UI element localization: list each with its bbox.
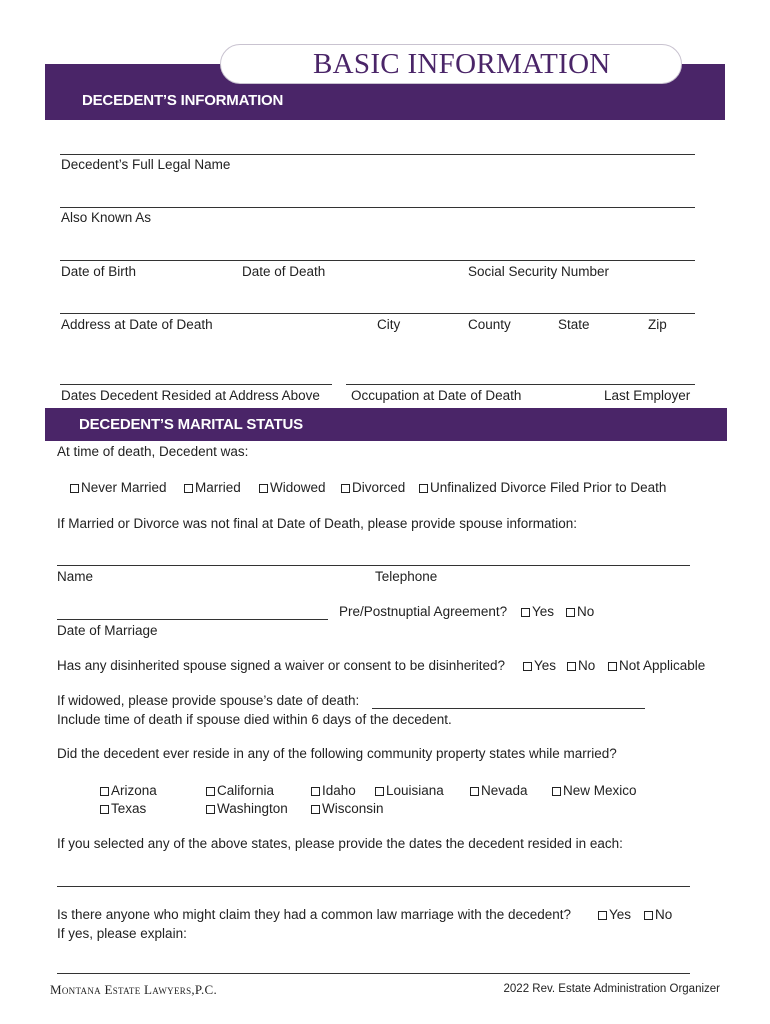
date-of-marriage-label: Date of Marriage <box>57 623 158 638</box>
employer-label: Last Employer <box>604 388 691 403</box>
state-wisconsin[interactable]: Wisconsin <box>311 801 384 816</box>
checkbox-icon[interactable] <box>598 911 607 920</box>
checkbox-icon[interactable] <box>523 662 532 671</box>
occupation-label: Occupation at Date of Death <box>351 388 522 403</box>
checkbox-icon[interactable] <box>608 662 617 671</box>
dob-label: Date of Birth <box>61 264 137 279</box>
dob-line[interactable] <box>60 260 695 261</box>
page-title: BASIC INFORMATION <box>313 48 611 80</box>
section-title-decedent: DECEDENT’S INFORMATION <box>82 92 284 109</box>
full-name-line[interactable] <box>60 154 695 155</box>
at-time-label: At time of death, Decedent was: <box>57 444 249 459</box>
checkbox-icon[interactable] <box>184 484 193 493</box>
aka-label: Also Known As <box>61 210 152 225</box>
checkbox-icon[interactable] <box>206 787 215 796</box>
explain-label: If yes, please explain: <box>57 926 187 941</box>
include-time-label: Include time of death if spouse died within 6 days of the decedent. <box>57 712 452 727</box>
waiver-yes[interactable]: Yes <box>523 658 556 673</box>
checkbox-icon[interactable] <box>259 484 268 493</box>
checkbox-icon[interactable] <box>311 805 320 814</box>
option-divorced[interactable]: Divorced <box>341 480 405 495</box>
state-california[interactable]: California <box>206 783 274 798</box>
checkbox-icon[interactable] <box>341 484 350 493</box>
checkbox-icon[interactable] <box>375 787 384 796</box>
checkbox-icon[interactable] <box>567 662 576 671</box>
state-arizona[interactable]: Arizona <box>100 783 157 798</box>
ssn-label: Social Security Number <box>468 264 610 279</box>
checkbox-icon[interactable] <box>206 805 215 814</box>
footer-firm-name: Montana Estate Lawyers,P.C. <box>50 982 218 997</box>
spouse-death-date-line[interactable] <box>372 708 645 709</box>
common-law-label: Is there anyone who might claim they had a common law marriage with the decedent? <box>57 907 572 922</box>
county-label: County <box>468 317 511 332</box>
prenup-no[interactable]: No <box>566 604 594 619</box>
city-label: City <box>377 317 401 332</box>
checkbox-icon[interactable] <box>566 608 575 617</box>
explain-line[interactable] <box>57 973 690 974</box>
spouse-prompt: If Married or Divorce was not final at Date of Death, please provide spouse information: <box>57 516 578 531</box>
checkbox-icon[interactable] <box>470 787 479 796</box>
checkbox-icon[interactable] <box>419 484 428 493</box>
checkbox-icon[interactable] <box>644 911 653 920</box>
checkbox-icon[interactable] <box>100 805 109 814</box>
option-unfinalized-divorce[interactable]: Unfinalized Divorce Filed Prior to Death <box>419 480 666 495</box>
state-texas[interactable]: Texas <box>100 801 146 816</box>
address-label: Address at Date of Death <box>61 317 213 332</box>
date-of-marriage-line[interactable] <box>57 619 328 620</box>
address-line[interactable] <box>60 313 695 314</box>
spouse-name-label: Name <box>57 569 94 584</box>
dod-label: Date of Death <box>242 264 326 279</box>
spouse-telephone-label: Telephone <box>375 569 438 584</box>
dates-resided-line[interactable] <box>60 384 332 385</box>
state-label: State <box>558 317 590 332</box>
state-louisiana[interactable]: Louisiana <box>375 783 444 798</box>
section-title-marital: DECEDENT’S MARITAL STATUS <box>79 416 303 433</box>
spouse-name-line[interactable] <box>57 565 690 566</box>
zip-label: Zip <box>648 317 667 332</box>
waiver-label: Has any disinherited spouse signed a waiver or consent to be disinherited? <box>57 658 506 673</box>
checkbox-icon[interactable] <box>100 787 109 796</box>
waiver-not-applicable[interactable]: Not Applicable <box>608 658 705 673</box>
state-washington[interactable]: Washington <box>206 801 288 816</box>
option-widowed[interactable]: Widowed <box>259 480 326 495</box>
state-idaho[interactable]: Idaho <box>311 783 356 798</box>
occupation-line[interactable] <box>346 384 695 385</box>
common-law-no[interactable]: No <box>644 907 672 922</box>
checkbox-icon[interactable] <box>552 787 561 796</box>
dates-resided-label: Dates Decedent Resided at Address Above <box>61 388 320 403</box>
option-never-married[interactable]: Never Married <box>70 480 167 495</box>
checkbox-icon[interactable] <box>521 608 530 617</box>
dates-resided-states-line[interactable] <box>57 886 690 887</box>
footer-revision: 2022 Rev. Estate Administration Organizer <box>503 983 720 995</box>
state-nevada[interactable]: Nevada <box>470 783 528 798</box>
prenup-label: Pre/Postnuptial Agreement? <box>339 604 508 619</box>
checkbox-icon[interactable] <box>70 484 79 493</box>
community-label: Did the decedent ever reside in any of the following community property states while married? <box>57 746 617 761</box>
full-name-label: Decedent’s Full Legal Name <box>61 157 231 172</box>
checkbox-icon[interactable] <box>311 787 320 796</box>
prenup-yes[interactable]: Yes <box>521 604 554 619</box>
dates-prompt: If you selected any of the above states, please provide the dates the decedent resided in each: <box>57 836 623 851</box>
option-married[interactable]: Married <box>184 480 241 495</box>
aka-line[interactable] <box>60 207 695 208</box>
waiver-no[interactable]: No <box>567 658 595 673</box>
widowed-label: If widowed, please provide spouse’s date of death: <box>57 693 360 708</box>
common-law-yes[interactable]: Yes <box>598 907 631 922</box>
state-new-mexico[interactable]: New Mexico <box>552 783 637 798</box>
